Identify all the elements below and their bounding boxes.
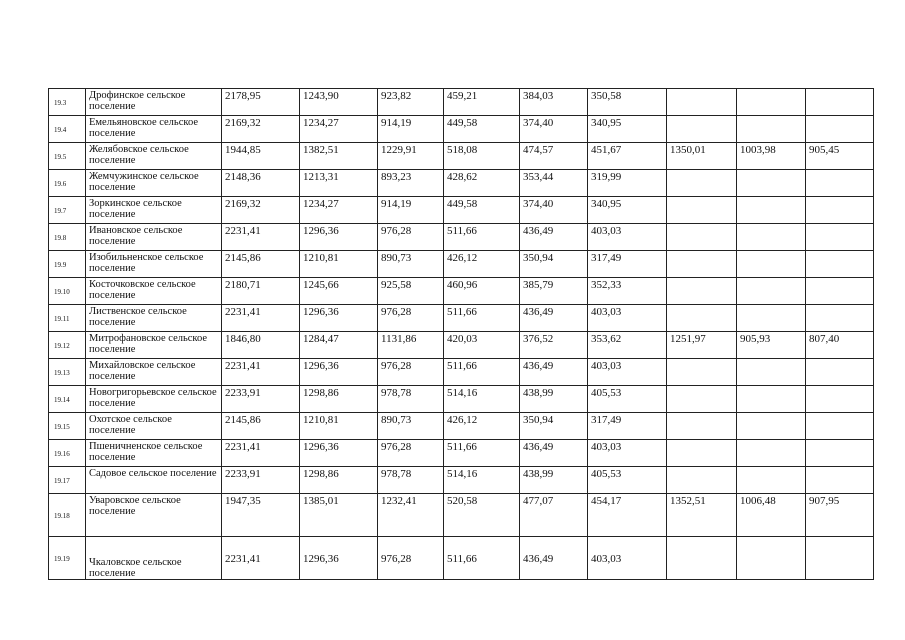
- value-cell-7: [667, 116, 737, 143]
- value-cell-8: 1003,98: [737, 143, 806, 170]
- value-cell-8: [737, 537, 806, 580]
- value-cell-6: 340,95: [588, 116, 667, 143]
- value-cell-7: 1352,51: [667, 494, 737, 537]
- value-cell-3: 976,28: [378, 537, 444, 580]
- value-cell-1: 2148,36: [222, 170, 300, 197]
- value-cell-1: 1944,85: [222, 143, 300, 170]
- settlement-name: Митрофановское сельское поселение: [86, 332, 222, 359]
- value-cell-2: 1296,36: [300, 359, 378, 386]
- value-cell-4: 426,12: [444, 413, 520, 440]
- value-cell-5: 385,79: [520, 278, 588, 305]
- table-row: [49, 116, 874, 143]
- settlement-name: Новогригорьевское сельское поселение: [86, 386, 222, 413]
- value-cell-9: [806, 467, 874, 494]
- value-cell-2: 1284,47: [300, 332, 378, 359]
- table-row: [49, 440, 874, 467]
- value-cell-7: [667, 467, 737, 494]
- value-cell-2: 1296,36: [300, 440, 378, 467]
- value-cell-2: 1296,36: [300, 537, 378, 580]
- table-row: [49, 89, 874, 116]
- value-cell-5: 438,99: [520, 467, 588, 494]
- table-row: [49, 197, 874, 224]
- value-cell-9: 905,45: [806, 143, 874, 170]
- value-cell-3: 923,82: [378, 89, 444, 116]
- table-row: [49, 278, 874, 305]
- value-cell-6: 403,03: [588, 224, 667, 251]
- value-cell-5: 436,49: [520, 359, 588, 386]
- settlement-name: Изобильненское сельское поселение: [86, 251, 222, 278]
- value-cell-4: 426,12: [444, 251, 520, 278]
- value-cell-5: 353,44: [520, 170, 588, 197]
- value-cell-6: 403,03: [588, 440, 667, 467]
- value-cell-5: 438,99: [520, 386, 588, 413]
- table-row: [49, 251, 874, 278]
- row-number: 19.18: [49, 494, 86, 537]
- value-cell-4: 459,21: [444, 89, 520, 116]
- value-cell-4: 449,58: [444, 116, 520, 143]
- settlement-name: Охотское сельское поселение: [86, 413, 222, 440]
- value-cell-1: 2169,32: [222, 116, 300, 143]
- table-row: [49, 332, 874, 359]
- value-cell-5: 350,94: [520, 413, 588, 440]
- value-cell-3: 1232,41: [378, 494, 444, 537]
- value-cell-4: 420,03: [444, 332, 520, 359]
- value-cell-7: [667, 278, 737, 305]
- value-cell-3: 976,28: [378, 305, 444, 332]
- value-cell-2: 1385,01: [300, 494, 378, 537]
- value-cell-8: [737, 116, 806, 143]
- value-cell-1: 2231,41: [222, 440, 300, 467]
- value-cell-3: 914,19: [378, 197, 444, 224]
- value-cell-5: 436,49: [520, 224, 588, 251]
- value-cell-2: 1245,66: [300, 278, 378, 305]
- row-number: 19.11: [49, 305, 86, 332]
- value-cell-1: 2180,71: [222, 278, 300, 305]
- value-cell-3: 976,28: [378, 440, 444, 467]
- row-number: 19.19: [49, 537, 86, 580]
- settlement-name: Пшеничненское сельское поселение: [86, 440, 222, 467]
- value-cell-1: 2231,41: [222, 224, 300, 251]
- value-cell-6: 403,03: [588, 537, 667, 580]
- table-row: [49, 494, 874, 537]
- value-cell-8: [737, 197, 806, 224]
- value-cell-1: 2145,86: [222, 251, 300, 278]
- value-cell-8: 1006,48: [737, 494, 806, 537]
- settlement-name: Жемчужинское сельское поселение: [86, 170, 222, 197]
- value-cell-1: 2145,86: [222, 413, 300, 440]
- value-cell-6: 319,99: [588, 170, 667, 197]
- value-cell-9: [806, 305, 874, 332]
- value-cell-8: [737, 224, 806, 251]
- value-cell-9: [806, 170, 874, 197]
- row-number: 19.4: [49, 116, 86, 143]
- table-row: [49, 467, 874, 494]
- value-cell-5: 374,40: [520, 116, 588, 143]
- value-cell-8: [737, 278, 806, 305]
- value-cell-4: 514,16: [444, 467, 520, 494]
- settlement-name: Чкаловское сельское поселение: [86, 537, 222, 580]
- value-cell-7: [667, 537, 737, 580]
- row-number: 19.8: [49, 224, 86, 251]
- value-cell-8: [737, 467, 806, 494]
- value-cell-2: 1243,90: [300, 89, 378, 116]
- value-cell-1: 2233,91: [222, 386, 300, 413]
- value-cell-4: 449,58: [444, 197, 520, 224]
- value-cell-6: 350,58: [588, 89, 667, 116]
- value-cell-3: 1131,86: [378, 332, 444, 359]
- value-cell-1: 1947,35: [222, 494, 300, 537]
- value-cell-4: 518,08: [444, 143, 520, 170]
- value-cell-5: 350,94: [520, 251, 588, 278]
- row-number: 19.13: [49, 359, 86, 386]
- value-cell-1: 2231,41: [222, 305, 300, 332]
- row-number: 19.3: [49, 89, 86, 116]
- value-cell-9: [806, 413, 874, 440]
- settlement-name: Дрофинское сельское поселение: [86, 89, 222, 116]
- value-cell-6: 403,03: [588, 305, 667, 332]
- value-cell-7: [667, 170, 737, 197]
- value-cell-6: 451,67: [588, 143, 667, 170]
- value-cell-2: 1210,81: [300, 413, 378, 440]
- value-cell-8: 905,93: [737, 332, 806, 359]
- value-cell-8: [737, 251, 806, 278]
- row-number: 19.15: [49, 413, 86, 440]
- settlement-name: Уваровское сельское поселение: [86, 494, 222, 537]
- value-cell-1: 2169,32: [222, 197, 300, 224]
- tariff-table: [48, 88, 874, 580]
- row-number: 19.9: [49, 251, 86, 278]
- value-cell-5: 477,07: [520, 494, 588, 537]
- table-row: [49, 537, 874, 580]
- value-cell-2: 1298,86: [300, 386, 378, 413]
- value-cell-6: 405,53: [588, 386, 667, 413]
- value-cell-7: [667, 89, 737, 116]
- row-number: 19.16: [49, 440, 86, 467]
- value-cell-4: 460,96: [444, 278, 520, 305]
- value-cell-2: 1298,86: [300, 467, 378, 494]
- table-row: [49, 413, 874, 440]
- value-cell-4: 511,66: [444, 359, 520, 386]
- value-cell-8: [737, 359, 806, 386]
- value-cell-6: 317,49: [588, 251, 667, 278]
- row-number: 19.14: [49, 386, 86, 413]
- value-cell-2: 1234,27: [300, 116, 378, 143]
- table-body: [49, 89, 874, 580]
- value-cell-3: 976,28: [378, 224, 444, 251]
- value-cell-2: 1213,31: [300, 170, 378, 197]
- value-cell-4: 520,58: [444, 494, 520, 537]
- value-cell-7: [667, 386, 737, 413]
- settlement-name: Ивановское сельское поселение: [86, 224, 222, 251]
- value-cell-5: 376,52: [520, 332, 588, 359]
- settlement-name: Лиственское сельское поселение: [86, 305, 222, 332]
- table-row: [49, 386, 874, 413]
- value-cell-9: [806, 440, 874, 467]
- value-cell-2: 1210,81: [300, 251, 378, 278]
- value-cell-6: 340,95: [588, 197, 667, 224]
- value-cell-4: 511,66: [444, 224, 520, 251]
- table-row: [49, 224, 874, 251]
- value-cell-9: [806, 251, 874, 278]
- value-cell-3: 890,73: [378, 413, 444, 440]
- value-cell-1: 2231,41: [222, 537, 300, 580]
- value-cell-3: 925,58: [378, 278, 444, 305]
- row-number: 19.5: [49, 143, 86, 170]
- settlement-name: Михайловское сельское поселение: [86, 359, 222, 386]
- row-number: 19.12: [49, 332, 86, 359]
- value-cell-1: 2231,41: [222, 359, 300, 386]
- value-cell-1: 2178,95: [222, 89, 300, 116]
- table-row: [49, 143, 874, 170]
- value-cell-9: [806, 89, 874, 116]
- table-row: [49, 359, 874, 386]
- value-cell-4: 511,66: [444, 537, 520, 580]
- table-row: [49, 305, 874, 332]
- value-cell-9: [806, 537, 874, 580]
- value-cell-8: [737, 440, 806, 467]
- value-cell-7: 1251,97: [667, 332, 737, 359]
- value-cell-9: 807,40: [806, 332, 874, 359]
- value-cell-3: 893,23: [378, 170, 444, 197]
- value-cell-8: [737, 170, 806, 197]
- value-cell-3: 976,28: [378, 359, 444, 386]
- value-cell-8: [737, 89, 806, 116]
- value-cell-7: [667, 359, 737, 386]
- settlement-name: Зоркинское сельское поселение: [86, 197, 222, 224]
- row-number: 19.7: [49, 197, 86, 224]
- value-cell-9: [806, 116, 874, 143]
- value-cell-6: 405,53: [588, 467, 667, 494]
- value-cell-4: 514,16: [444, 386, 520, 413]
- settlement-name: Косточковское сельское поселение: [86, 278, 222, 305]
- value-cell-9: [806, 224, 874, 251]
- value-cell-9: 907,95: [806, 494, 874, 537]
- value-cell-7: [667, 197, 737, 224]
- value-cell-7: [667, 224, 737, 251]
- value-cell-4: 511,66: [444, 440, 520, 467]
- value-cell-9: [806, 359, 874, 386]
- value-cell-7: [667, 251, 737, 278]
- settlement-name: Желябовское сельское поселение: [86, 143, 222, 170]
- value-cell-7: [667, 413, 737, 440]
- value-cell-8: [737, 386, 806, 413]
- value-cell-6: 317,49: [588, 413, 667, 440]
- value-cell-9: [806, 386, 874, 413]
- value-cell-2: 1382,51: [300, 143, 378, 170]
- value-cell-1: 1846,80: [222, 332, 300, 359]
- value-cell-5: 384,03: [520, 89, 588, 116]
- value-cell-6: 454,17: [588, 494, 667, 537]
- value-cell-4: 428,62: [444, 170, 520, 197]
- value-cell-3: 1229,91: [378, 143, 444, 170]
- value-cell-2: 1296,36: [300, 305, 378, 332]
- settlement-name: Садовое сельское поселение: [86, 467, 222, 494]
- value-cell-8: [737, 305, 806, 332]
- value-cell-8: [737, 413, 806, 440]
- value-cell-3: 978,78: [378, 467, 444, 494]
- value-cell-5: 436,49: [520, 440, 588, 467]
- row-number: 19.6: [49, 170, 86, 197]
- value-cell-3: 978,78: [378, 386, 444, 413]
- value-cell-5: 374,40: [520, 197, 588, 224]
- table-row: [49, 170, 874, 197]
- value-cell-5: 474,57: [520, 143, 588, 170]
- value-cell-5: 436,49: [520, 537, 588, 580]
- value-cell-2: 1234,27: [300, 197, 378, 224]
- value-cell-2: 1296,36: [300, 224, 378, 251]
- value-cell-3: 890,73: [378, 251, 444, 278]
- value-cell-7: [667, 440, 737, 467]
- value-cell-6: 403,03: [588, 359, 667, 386]
- value-cell-7: [667, 305, 737, 332]
- value-cell-5: 436,49: [520, 305, 588, 332]
- value-cell-3: 914,19: [378, 116, 444, 143]
- value-cell-6: 352,33: [588, 278, 667, 305]
- value-cell-9: [806, 278, 874, 305]
- settlement-name: Емельяновское сельское поселение: [86, 116, 222, 143]
- row-number: 19.17: [49, 467, 86, 494]
- row-number: 19.10: [49, 278, 86, 305]
- value-cell-1: 2233,91: [222, 467, 300, 494]
- value-cell-7: 1350,01: [667, 143, 737, 170]
- value-cell-4: 511,66: [444, 305, 520, 332]
- value-cell-9: [806, 197, 874, 224]
- value-cell-6: 353,62: [588, 332, 667, 359]
